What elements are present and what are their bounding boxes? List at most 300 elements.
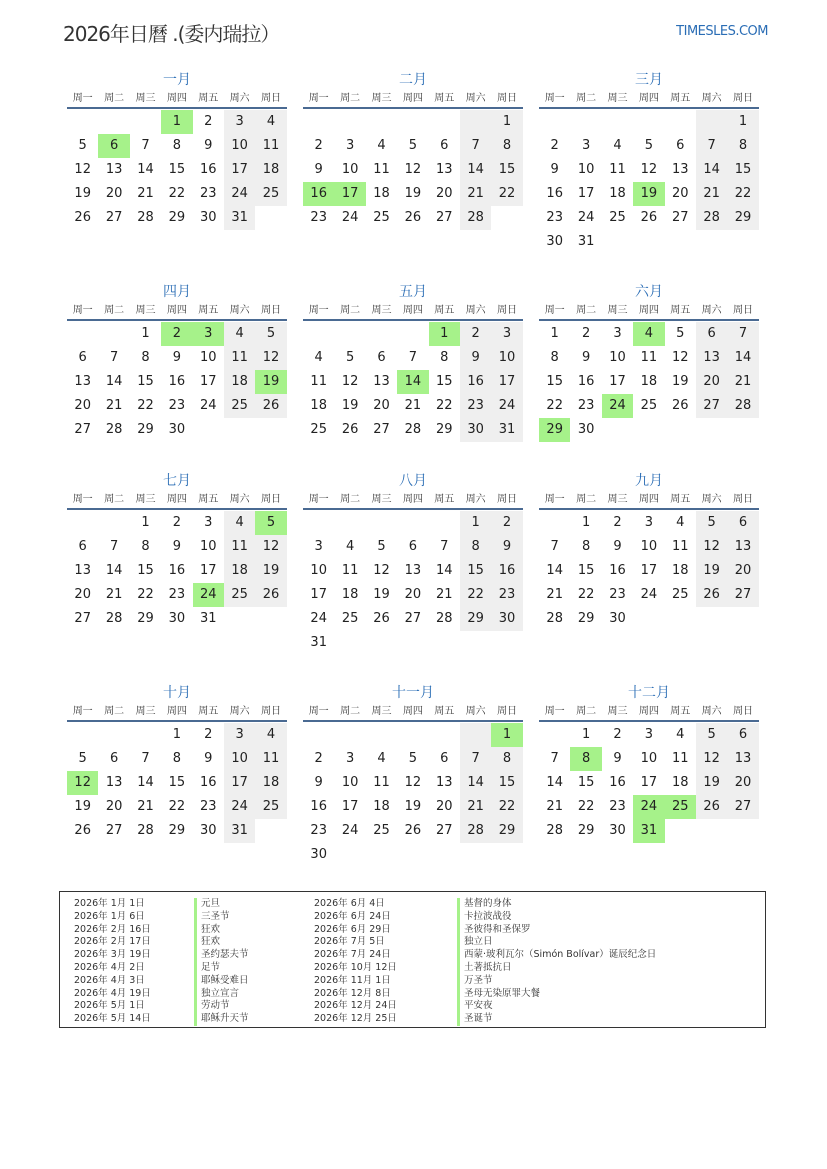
weekday-label: 周一 [72, 494, 93, 505]
day-cell: 16 [546, 186, 563, 201]
day-cell: 12 [696, 747, 727, 771]
day-cell: 16 [609, 563, 626, 578]
day-cell: 14 [696, 158, 727, 182]
day-cell: 22 [577, 587, 595, 602]
day-cell: 17 [199, 374, 217, 389]
weekday-label: 周日 [497, 93, 518, 104]
holiday-date: 2026年 4月 3日 [74, 974, 145, 986]
day-cell: 7 [408, 350, 417, 365]
day-cell: 25 [310, 422, 327, 437]
day-empty [366, 322, 397, 346]
day-cell: 1 [491, 110, 522, 134]
weekday-label: 周六 [701, 706, 722, 717]
weekday-label: 周六 [465, 706, 486, 717]
day-empty [334, 511, 365, 535]
day-cell: 12 [67, 771, 98, 795]
holiday-names-left [194, 898, 249, 1026]
month-block [539, 683, 759, 843]
weekday-label: 周二 [104, 494, 125, 505]
weekday-label: 周五 [670, 305, 691, 316]
day-cell: 14 [546, 775, 563, 790]
day-empty [429, 723, 460, 747]
day-cell: 4 [377, 751, 386, 766]
day-cell: 7 [109, 350, 119, 365]
day-cell: 13 [404, 563, 422, 578]
day-cell: 8 [491, 134, 522, 158]
day-empty [130, 110, 161, 134]
day-cell: 23 [199, 799, 217, 814]
day-empty [130, 723, 161, 747]
weekday-label: 周一 [308, 494, 329, 505]
weekday-header [67, 492, 287, 510]
day-cell: 9 [613, 751, 622, 766]
weekday-label: 周三 [607, 305, 628, 316]
weekday-label: 周六 [465, 93, 486, 104]
day-cell: 19 [255, 370, 286, 394]
weekday-label: 周日 [733, 706, 754, 717]
day-cell: 3 [644, 727, 653, 742]
weekday-label: 周日 [261, 706, 282, 717]
day-empty [303, 110, 334, 134]
day-cell: 28 [137, 823, 154, 838]
day-cell: 24 [602, 394, 633, 418]
day-cell: 11 [373, 775, 390, 790]
weekday-label: 周四 [638, 494, 659, 505]
month-block [303, 282, 523, 442]
day-cell: 23 [460, 394, 491, 418]
weekday-label: 周一 [72, 93, 93, 104]
day-empty [366, 511, 397, 535]
day-cell: 18 [310, 398, 327, 413]
day-cell: 21 [546, 587, 563, 602]
day-empty [67, 110, 98, 134]
weekday-label: 周二 [104, 706, 125, 717]
day-cell: 17 [224, 771, 255, 795]
day-cell: 30 [609, 611, 626, 626]
day-cell: 12 [696, 535, 727, 559]
holiday-name: 独立宣言 [194, 988, 249, 1001]
day-empty [460, 723, 491, 747]
day-cell: 7 [727, 322, 758, 346]
holiday-dates-left [74, 898, 151, 1026]
day-cell: 27 [696, 394, 727, 418]
site-link[interactable]: TIMESLES.COM [676, 24, 768, 39]
day-cell: 25 [665, 795, 696, 819]
day-cell: 22 [168, 186, 186, 201]
day-cell: 16 [199, 162, 217, 177]
day-cell: 5 [345, 350, 355, 365]
weekday-label: 周五 [670, 93, 691, 104]
day-cell: 31 [224, 819, 255, 843]
day-cell: 16 [577, 374, 595, 389]
day-cell: 12 [404, 775, 422, 790]
holiday-date: 2026年 6月 4日 [314, 898, 385, 909]
day-cell: 25 [341, 611, 359, 626]
holiday-date: 2026年 7月 5日 [314, 936, 385, 948]
day-cell: 22 [168, 799, 186, 814]
month-title: 八月 [399, 473, 427, 489]
weekday-label: 周一 [308, 93, 329, 104]
day-cell: 30 [168, 611, 186, 626]
holiday-name: 独立日 [457, 936, 656, 949]
holiday-name: 三圣节 [194, 911, 249, 924]
day-cell: 24 [577, 210, 595, 225]
day-cell: 6 [408, 539, 417, 554]
day-cell: 10 [199, 539, 217, 554]
day-cell: 10 [224, 747, 255, 771]
month-title: 十二月 [628, 685, 670, 701]
weekday-label: 周二 [576, 706, 597, 717]
day-cell: 16 [491, 559, 522, 583]
day-cell: 8 [491, 747, 522, 771]
weekday-label: 周四 [402, 706, 423, 717]
day-cell: 24 [193, 583, 224, 607]
day-cell: 5 [78, 138, 87, 153]
day-cell: 31 [577, 234, 595, 249]
day-cell: 24 [224, 182, 255, 206]
day-empty [334, 110, 365, 134]
day-cell: 2 [491, 511, 522, 535]
weekday-label: 周一 [72, 305, 93, 316]
month-block [539, 282, 759, 442]
day-cell: 12 [373, 563, 390, 578]
day-cell: 25 [609, 210, 626, 225]
day-cell: 27 [404, 611, 422, 626]
day-cell: 7 [440, 539, 449, 554]
day-cell: 21 [105, 587, 123, 602]
holiday-date: 2026年 2月 16日 [74, 923, 151, 935]
day-cell: 8 [581, 539, 591, 554]
day-cell: 22 [491, 182, 522, 206]
day-cell: 27 [105, 210, 123, 225]
day-cell: 22 [491, 795, 522, 819]
day-cell: 21 [727, 370, 758, 394]
day-cell: 2 [460, 322, 491, 346]
month-days [67, 110, 287, 230]
day-cell: 9 [581, 350, 591, 365]
day-cell: 4 [377, 138, 386, 153]
day-cell: 30 [199, 823, 217, 838]
day-empty [429, 110, 460, 134]
day-cell: 31 [633, 819, 664, 843]
day-cell: 22 [727, 182, 758, 206]
day-cell: 5 [696, 511, 727, 535]
day-cell: 15 [168, 162, 186, 177]
day-cell: 12 [404, 162, 422, 177]
month-block [67, 683, 287, 843]
weekday-label: 周六 [229, 305, 250, 316]
day-cell: 13 [105, 162, 123, 177]
weekday-label: 周四 [402, 93, 423, 104]
weekday-header [539, 91, 759, 109]
day-cell: 23 [609, 587, 626, 602]
day-cell: 20 [105, 186, 123, 201]
holiday-date: 2026年 11月 1日 [314, 974, 391, 986]
holiday-name: 元旦 [194, 898, 249, 911]
holiday-name: 卡拉波战役 [457, 911, 656, 924]
day-cell: 16 [310, 799, 327, 814]
day-cell: 3 [193, 322, 224, 346]
day-cell: 27 [435, 210, 453, 225]
day-cell: 10 [341, 162, 359, 177]
day-cell: 14 [435, 563, 453, 578]
day-cell: 6 [98, 134, 129, 158]
holiday-date: 2026年 6月 29日 [314, 923, 391, 935]
month-block [539, 70, 759, 254]
weekday-label: 周三 [607, 494, 628, 505]
day-empty [334, 322, 365, 346]
day-cell: 2 [550, 138, 559, 153]
holiday-name: 劳动节 [194, 1000, 249, 1013]
weekday-label: 周二 [576, 93, 597, 104]
day-cell: 17 [640, 563, 658, 578]
day-cell: 25 [640, 398, 658, 413]
day-cell: 1 [141, 326, 150, 341]
day-cell: 26 [373, 611, 390, 626]
day-cell: 21 [696, 182, 727, 206]
weekday-label: 周三 [371, 494, 392, 505]
weekday-label: 周二 [340, 305, 361, 316]
day-cell: 18 [224, 559, 255, 583]
day-cell: 20 [696, 370, 727, 394]
day-cell: 30 [546, 234, 563, 249]
month-title: 六月 [635, 284, 663, 300]
holiday-name: 圣母无染原罪大餐 [457, 988, 656, 1001]
day-cell: 4 [224, 511, 255, 535]
day-cell: 24 [224, 795, 255, 819]
day-cell: 11 [224, 346, 255, 370]
weekday-header [539, 492, 759, 510]
holiday-name: 耶稣受难日 [194, 975, 249, 988]
day-cell: 12 [671, 350, 689, 365]
day-cell: 24 [491, 394, 522, 418]
weekday-label: 周一 [544, 93, 565, 104]
day-cell: 6 [440, 138, 449, 153]
day-cell: 20 [404, 587, 422, 602]
weekday-label: 周三 [135, 494, 156, 505]
weekday-label: 周二 [340, 494, 361, 505]
day-cell: 11 [341, 563, 359, 578]
day-cell: 2 [314, 751, 323, 766]
day-cell: 31 [224, 206, 255, 230]
day-cell: 8 [141, 350, 150, 365]
day-cell: 10 [491, 346, 522, 370]
day-cell: 16 [609, 775, 626, 790]
day-cell: 13 [74, 374, 91, 389]
holiday-name: 平安夜 [457, 1000, 656, 1013]
day-cell: 4 [224, 322, 255, 346]
weekday-label: 周一 [72, 706, 93, 717]
day-cell: 7 [460, 747, 491, 771]
month-days [303, 723, 523, 867]
day-cell: 29 [168, 823, 186, 838]
day-cell: 17 [199, 563, 217, 578]
day-cell: 1 [460, 511, 491, 535]
weekday-label: 周一 [544, 305, 565, 316]
day-empty [98, 511, 129, 535]
day-empty [696, 110, 727, 134]
day-cell: 5 [255, 322, 286, 346]
weekday-label: 周六 [701, 305, 722, 316]
weekday-label: 周一 [544, 706, 565, 717]
day-cell: 2 [613, 515, 622, 530]
day-cell: 18 [341, 587, 359, 602]
month-days [539, 322, 759, 442]
day-cell: 27 [105, 823, 123, 838]
day-cell: 29 [539, 418, 570, 442]
day-cell: 30 [199, 210, 217, 225]
weekday-label: 周二 [576, 305, 597, 316]
day-cell: 31 [199, 611, 217, 626]
day-empty [397, 723, 428, 747]
day-cell: 10 [310, 563, 327, 578]
day-empty [303, 723, 334, 747]
day-cell: 24 [633, 795, 664, 819]
day-cell: 15 [491, 158, 522, 182]
day-cell: 22 [546, 398, 563, 413]
day-cell: 4 [676, 727, 685, 742]
day-cell: 26 [74, 210, 91, 225]
day-cell: 7 [109, 539, 119, 554]
day-cell: 26 [255, 394, 286, 418]
day-cell: 27 [435, 823, 453, 838]
day-cell: 17 [609, 374, 626, 389]
weekday-label: 周一 [308, 305, 329, 316]
day-cell: 7 [141, 138, 150, 153]
day-cell: 1 [161, 110, 192, 134]
weekday-label: 周四 [166, 494, 187, 505]
day-empty [460, 110, 491, 134]
day-cell: 18 [224, 370, 255, 394]
day-cell: 9 [204, 138, 213, 153]
day-cell: 3 [314, 539, 323, 554]
month-block [539, 471, 759, 631]
day-cell: 26 [696, 795, 727, 819]
day-cell: 30 [168, 422, 186, 437]
holiday-name: 西蒙·玻利瓦尔（Simón Bolívar）诞辰纪念日 [457, 949, 656, 962]
weekday-label: 周五 [198, 93, 219, 104]
day-empty [98, 322, 129, 346]
day-empty [539, 723, 570, 747]
day-cell: 2 [204, 114, 213, 129]
holiday-date: 2026年 12月 8日 [314, 987, 391, 999]
day-cell: 28 [696, 206, 727, 230]
day-cell: 19 [404, 799, 422, 814]
day-cell: 18 [255, 158, 286, 182]
day-empty [98, 723, 129, 747]
day-cell: 3 [224, 723, 255, 747]
day-cell: 26 [404, 210, 422, 225]
day-cell: 31 [310, 635, 327, 650]
day-cell: 17 [491, 370, 522, 394]
day-cell: 9 [491, 535, 522, 559]
holiday-date: 2026年 6月 24日 [314, 910, 391, 922]
weekday-label: 周二 [340, 706, 361, 717]
month-title: 二月 [399, 72, 427, 88]
day-cell: 17 [341, 799, 359, 814]
weekday-label: 周五 [434, 305, 455, 316]
weekday-label: 周五 [670, 494, 691, 505]
day-cell: 18 [609, 186, 626, 201]
day-cell: 29 [435, 422, 453, 437]
day-cell: 18 [373, 799, 390, 814]
day-cell: 9 [460, 346, 491, 370]
day-cell: 26 [255, 583, 286, 607]
day-cell: 18 [640, 374, 658, 389]
day-cell: 26 [404, 823, 422, 838]
weekday-header [539, 704, 759, 722]
weekday-label: 周日 [497, 494, 518, 505]
weekday-label: 周四 [166, 93, 187, 104]
day-cell: 25 [671, 587, 689, 602]
weekday-label: 周二 [576, 494, 597, 505]
day-cell: 16 [199, 775, 217, 790]
weekday-label: 周五 [434, 706, 455, 717]
weekday-label: 周日 [497, 305, 518, 316]
weekday-label: 周六 [465, 305, 486, 316]
holiday-name: 耶稣升天节 [194, 1013, 249, 1026]
day-cell: 27 [727, 583, 758, 607]
day-cell: 12 [74, 162, 91, 177]
day-cell: 3 [345, 751, 355, 766]
day-cell: 9 [204, 751, 213, 766]
day-cell: 7 [550, 539, 559, 554]
day-cell: 20 [435, 186, 453, 201]
month-title: 十一月 [392, 685, 434, 701]
day-cell: 17 [310, 587, 327, 602]
day-cell: 28 [435, 611, 453, 626]
day-cell: 4 [255, 723, 286, 747]
day-cell: 4 [345, 539, 355, 554]
day-cell: 2 [613, 727, 622, 742]
month-days [303, 322, 523, 442]
day-cell: 19 [373, 587, 390, 602]
holiday-list [59, 891, 766, 1028]
weekday-label: 周二 [340, 93, 361, 104]
day-cell: 6 [440, 751, 449, 766]
day-cell: 28 [460, 819, 491, 843]
weekday-header [303, 91, 523, 109]
day-cell: 10 [341, 775, 359, 790]
weekday-label: 周四 [402, 305, 423, 316]
day-empty [397, 511, 428, 535]
day-cell: 8 [460, 535, 491, 559]
day-cell: 6 [109, 751, 119, 766]
day-cell: 11 [224, 535, 255, 559]
day-cell: 27 [74, 422, 91, 437]
month-title: 十月 [163, 685, 191, 701]
day-cell: 28 [546, 823, 563, 838]
day-cell: 23 [199, 186, 217, 201]
day-cell: 23 [168, 398, 186, 413]
day-cell: 15 [491, 771, 522, 795]
day-cell: 2 [172, 515, 181, 530]
day-cell: 20 [74, 398, 91, 413]
day-cell: 11 [255, 134, 286, 158]
weekday-header [67, 303, 287, 321]
month-block [303, 683, 523, 867]
day-cell: 3 [644, 515, 653, 530]
day-empty [429, 511, 460, 535]
day-cell: 3 [613, 326, 622, 341]
day-empty [633, 110, 664, 134]
day-cell: 23 [168, 587, 186, 602]
holiday-date: 2026年 5月 14日 [74, 1013, 151, 1025]
weekday-header [303, 704, 523, 722]
day-cell: 22 [577, 799, 595, 814]
weekday-label: 周日 [261, 494, 282, 505]
month-title: 九月 [635, 473, 663, 489]
